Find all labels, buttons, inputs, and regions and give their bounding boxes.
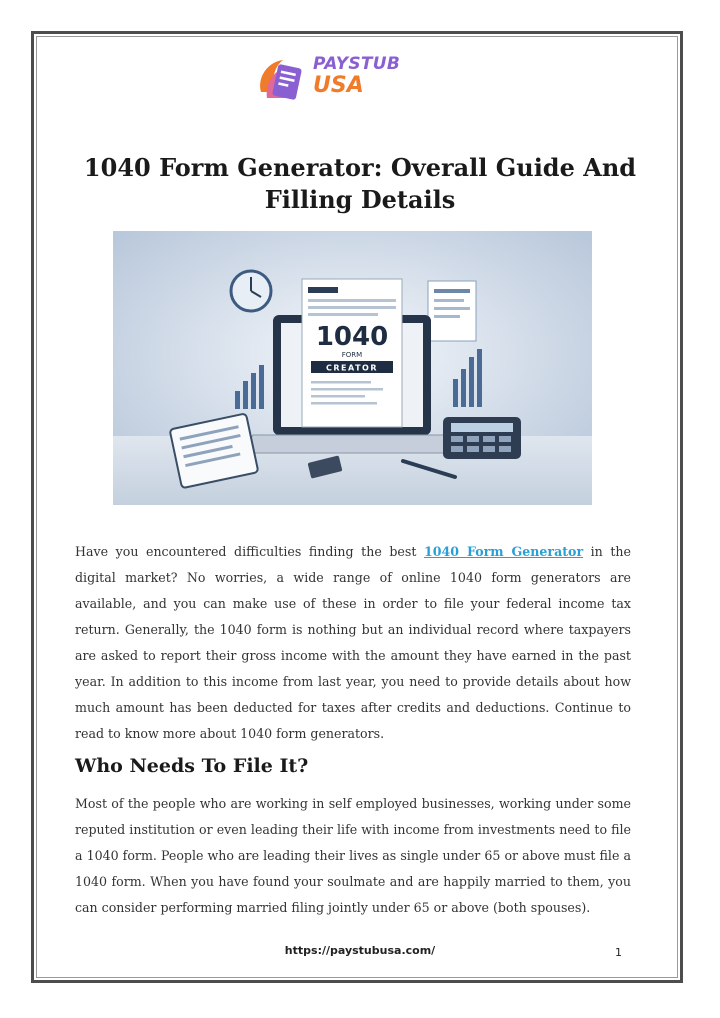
tax-form-right-icon [428,281,476,341]
form-label-text: FORM [341,351,363,359]
intro-text-after: in the digital market? No worries, a wide range of online 1040 form generators are available, and you can make use of these in order to file your federal income tax return. Generally, the 1040 form is nothing but an individual record where taxpayers are asked to report their gross income with the amount they have earned in the past year. In addition to this income from last year, you need to provide details about how much amount has been deducted for taxes after credits and deductions. Continue to read to know more about 1040 form generators. [75,544,631,741]
logo-line-paystub: PAYSTUB [313,54,401,74]
clock-icon [231,271,271,311]
paystub-usa-logo[interactable] [253,52,428,110]
hero-illustration [113,231,592,505]
footer-url[interactable]: https://paystubusa.com/ [284,944,436,957]
hero-illustration-svg [113,231,592,505]
intro-text-before: Have you encountered difficulties finding the best [75,544,424,559]
logo-wordmark [313,56,400,97]
form-number-text: 1040 [315,322,389,352]
section-heading: Who Needs To File It? [75,755,309,777]
logo-mark-icon [253,52,311,110]
page-number: 1 [615,946,622,959]
calculator-icon [443,417,521,459]
creator-banner-text: CREATOR [326,363,378,373]
logo-line-usa: USA [313,73,364,98]
section-paragraph: Most of the people who are working in self employed businesses, working under some reputed institution or even leading their life with income from investments need to file a 1040 form. People who are leading their lives as single under 65 or above must file a 1040 form. When you have found your soulmate and are happily married to them, you can consider performing married filing jointly under 65 or above (both spouses). [75,796,631,915]
intro-paragraph [75,539,631,747]
document-title: 1040 Form Generator: Overall Guide And Filling Details [83,153,637,214]
form-generator-link[interactable]: 1040 Form Generator [423,544,584,559]
form-1040-paper [302,279,402,427]
